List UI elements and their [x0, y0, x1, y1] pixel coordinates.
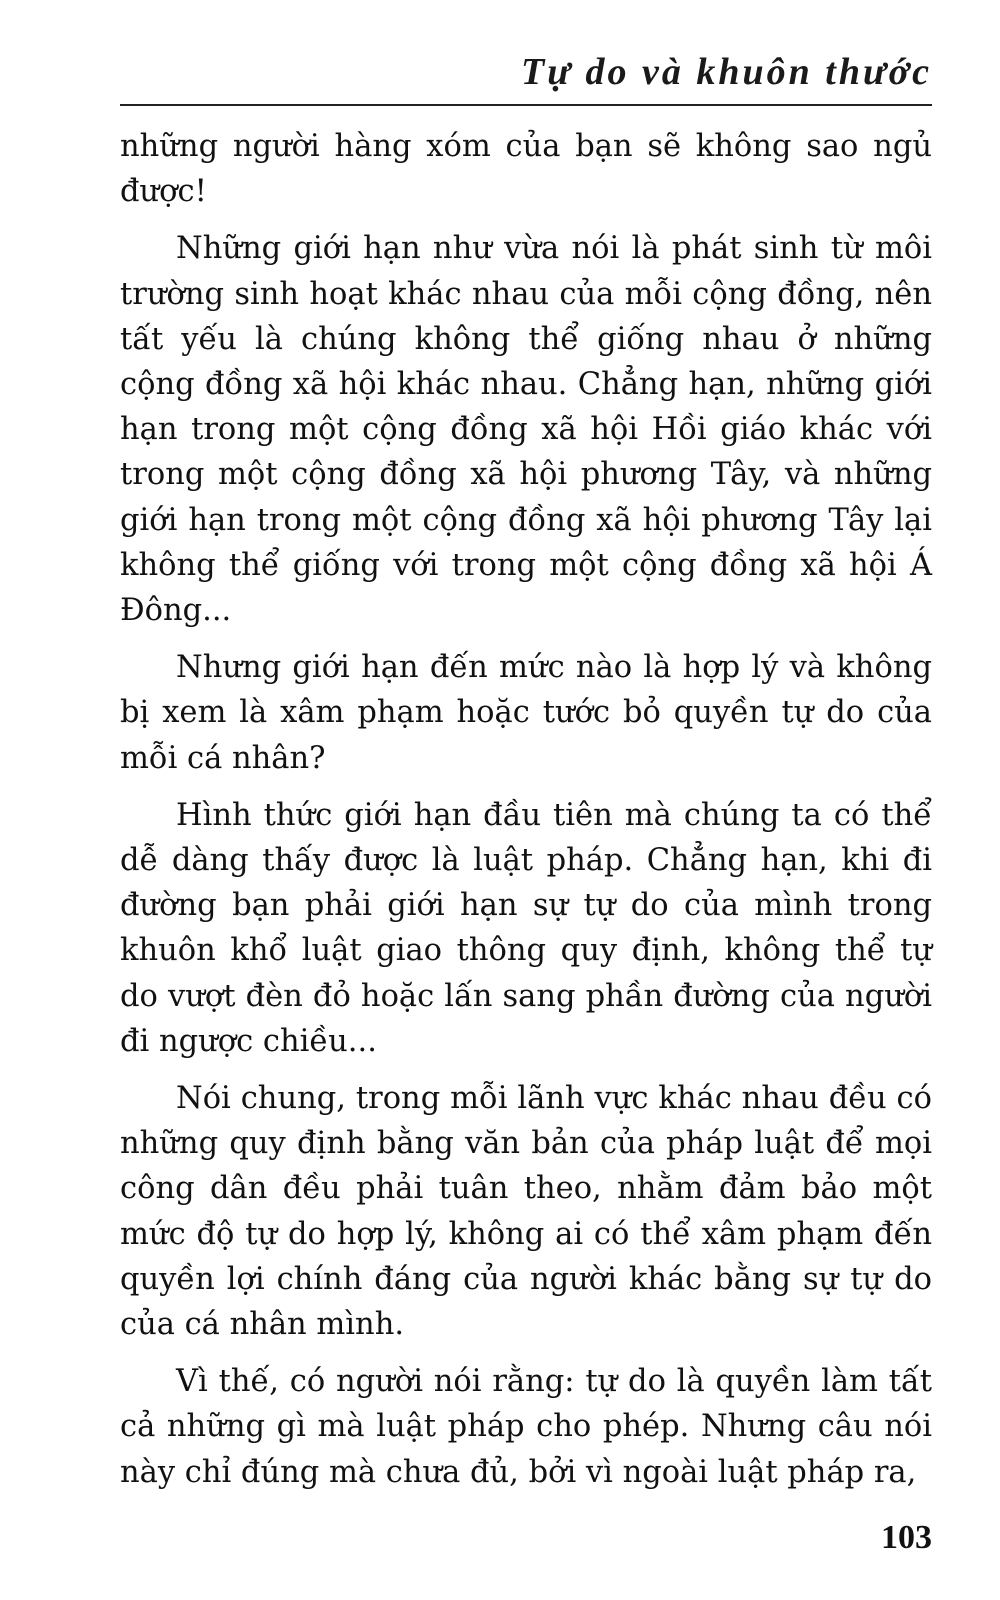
- body-text: [120, 124, 932, 1507]
- paragraph: Vì thế, có người nói rằng: tự do là quyền làm tất cả những gì mà luật pháp cho phép. Nhưng câu nói này chỉ đúng mà chưa đủ, bởi vì ngoài luật pháp ra,: [120, 1364, 932, 1490]
- paragraph: Những giới hạn như vừa nói là phát sinh từ môi trường sinh hoạt khác nhau của mỗi cộng đồng, nên tất yếu là chúng không thể giống nhau ở những cộng đồng xã hội khác nhau. Chẳng hạn, những giới hạn trong một cộng đồng xã hội Hồi giáo khác với trong một cộng đồng xã hội phương Tây, và những giới hạn trong một cộng đồng xã hội phương Tây lại không thể giống với trong một cộng đồng xã hội Á Đông...: [120, 231, 932, 629]
- paragraph: Nhưng giới hạn đến mức nào là hợp lý và không bị xem là xâm phạm hoặc tước bỏ quyền tự do của mỗi cá nhân?: [120, 650, 932, 776]
- paragraph-continued: những người hàng xóm của bạn sẽ không sao ngủ được!: [120, 129, 932, 210]
- paragraph: Hình thức giới hạn đầu tiên mà chúng ta có thể dễ dàng thấy được là luật pháp. Chẳng hạn, khi đi đường bạn phải giới hạn sự tự do của mình trong khuôn khổ luật giao thông quy định, không thể tự do vượt đèn đỏ hoặc lấn sang phần đường của người đi ngược chiều...: [120, 797, 932, 1059]
- running-head-title: Tự do và khuôn thước: [521, 51, 932, 93]
- paragraph: Nói chung, trong mỗi lãnh vực khác nhau đều có những quy định bằng văn bản của pháp luật để mọi công dân đều phải tuân theo, nhằm đảm bảo một mức độ tự do hợp lý, không ai có thể xâm phạm đến quyền lợi chính đáng của người khác bằng sự tự do của cá nhân mình.: [120, 1081, 932, 1343]
- page-number: 103: [881, 1519, 932, 1556]
- header-rule: [120, 104, 932, 106]
